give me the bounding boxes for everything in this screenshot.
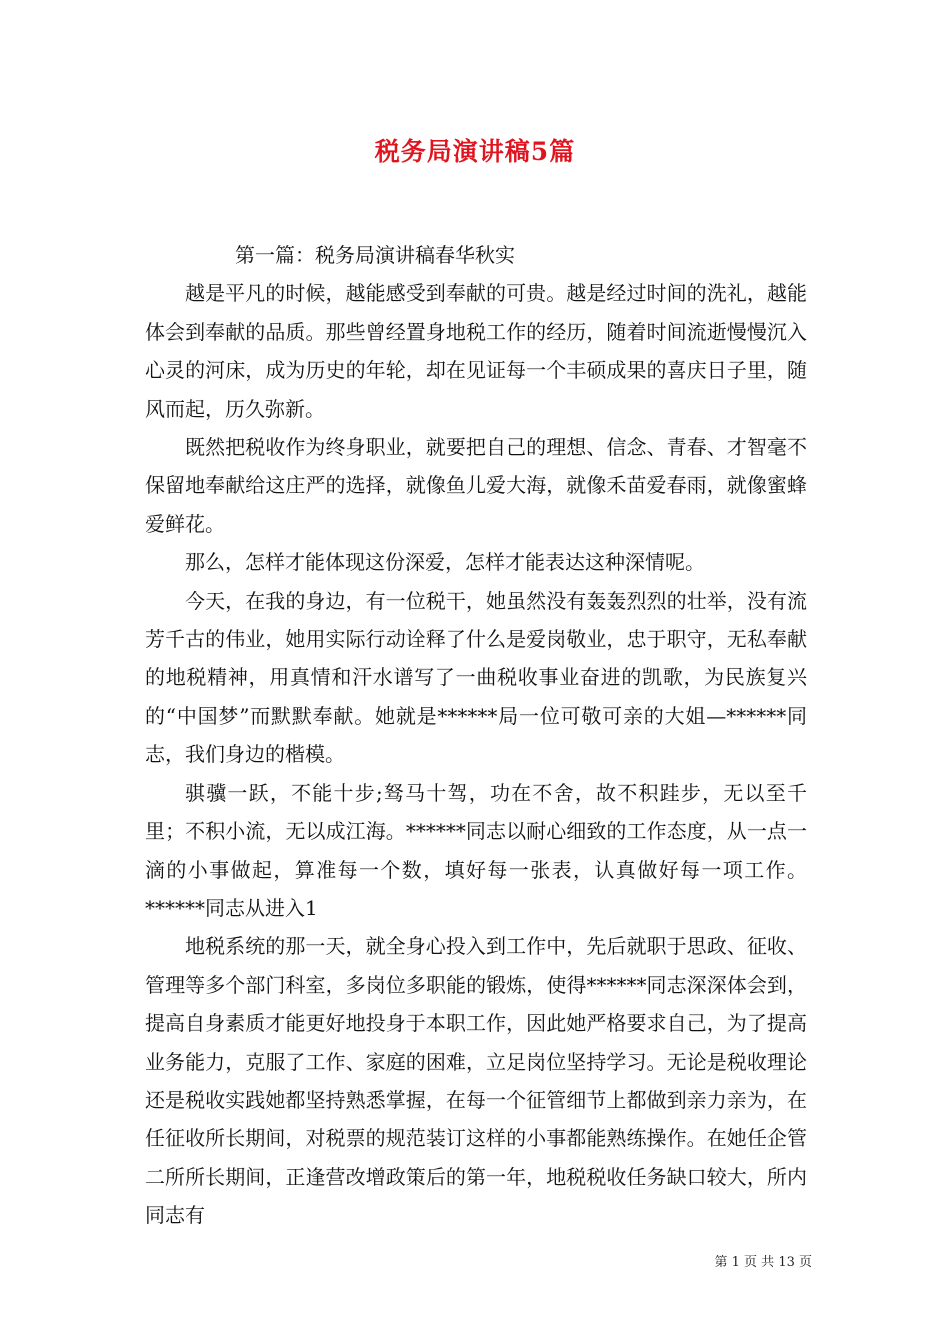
paragraph-4: 今天，在我的身边，有一位税干，她虽然没有轰轰烈烈的壮举，没有流芳千古的伟业，她用实际行动诠释了什么是爱岗敬业，忠于职守，无私奉献的地税精神，用真情和汗水谱写了一曲税收事业奋进的凯歌，为民族复兴的“中国梦”而默默奉献。她就是******局一位可敬可亲的大姐—******同志，我们身边的楷模。 <box>145 588 807 767</box>
document-title: 税务局演讲稿5篇 <box>374 137 576 166</box>
paragraph-3: 那么，怎样才能体现这份深爱，怎样才能表达这种深情呢。 <box>185 550 705 575</box>
section-heading: 第一篇：税务局演讲稿春华秋实 <box>235 243 515 267</box>
document-body <box>145 236 807 1235</box>
paragraph-2: 既然把税收作为终身职业，就要把自己的理想、信念、青春、才智毫不保留地奉献给这庄严的选择，就像鱼儿爱大海，就像禾苗爱春雨，就像蜜蜂爱鲜花。 <box>145 435 807 536</box>
page-number-footer: 第 1 页 共 13 页 <box>714 1255 812 1270</box>
paragraph-1: 越是平凡的时候，越能感受到奉献的可贵。越是经过时间的洗礼，越能体会到奉献的品质。那些曾经置身地税工作的经历，随着时间流逝慢慢沉入心灵的河床，成为历史的年轮，却在见证每一个丰硕成果的喜庆日子里，随风而起，历久弥新。 <box>145 281 807 421</box>
paragraph-5: 骐骥一跃，不能十步;驽马十驾，功在不舍，故不积跬步，无以至千里；不积小流，无以成江海。******同志以耐心细致的工作态度，从一点一滴的小事做起，算准每一个数，填好每一张表，认真做好每一项工作。******同志从进入1 <box>145 780 807 920</box>
paragraph-6: 地税系统的那一天，就全身心投入到工作中，先后就职于思政、征收、管理等多个部门科室，多岗位多职能的锻炼，使得******同志深深体会到，提高自身素质才能更好地投身于本职工作，因此她严格要求自己，为了提高业务能力，克服了工作、家庭的困难，立足岗位坚持学习。无论是税收理论还是税收实践她都坚持熟悉掌握，在每一个征管细节上都做到亲力亲为，在任征收所长期间，对税票的规范装订这样的小事都能熟练操作。在她任企管二所所长期间，正逢营改增政策后的第一年，地税税收任务缺口较大，所内同志有 <box>145 934 807 1228</box>
